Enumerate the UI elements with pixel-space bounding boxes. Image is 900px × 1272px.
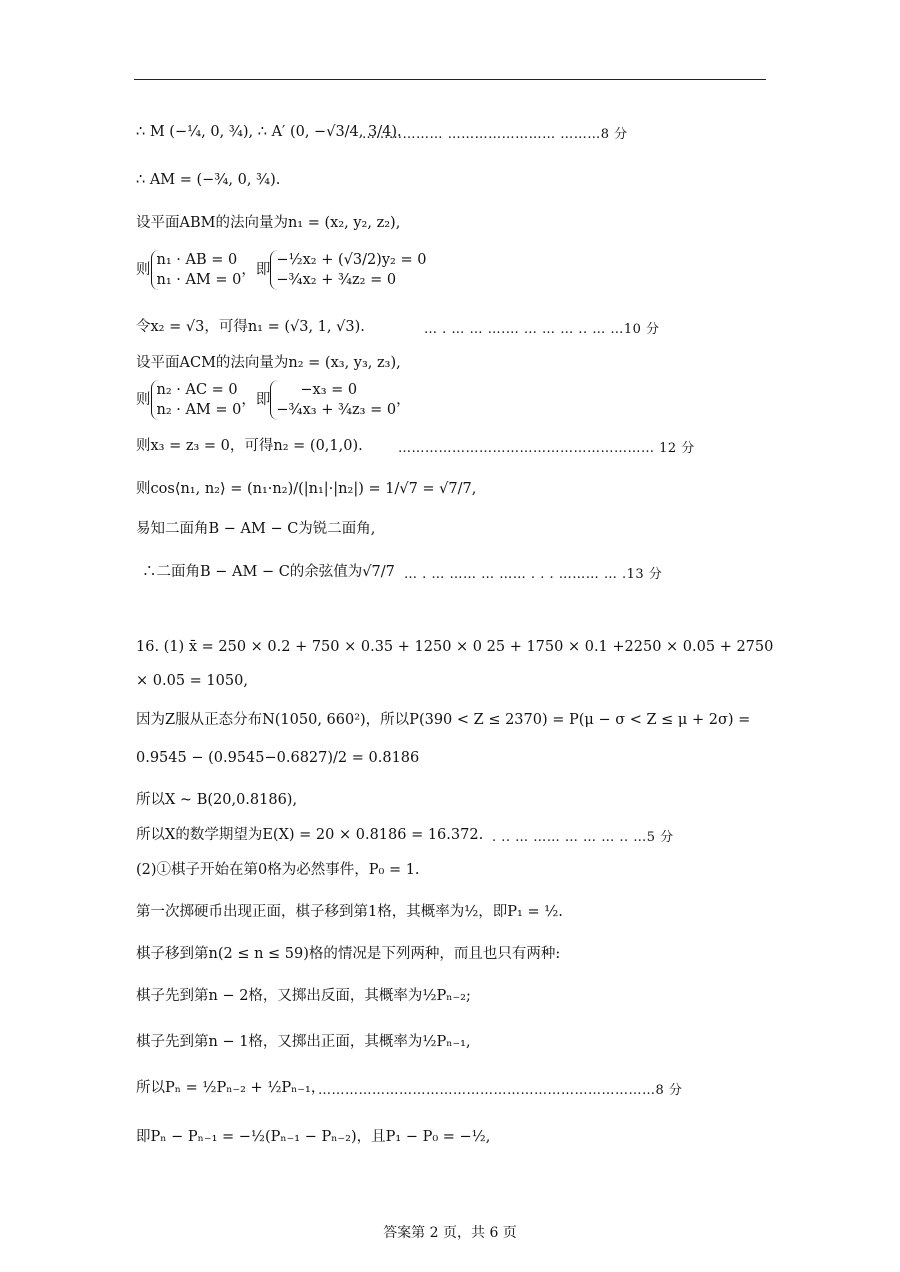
eq-abm-2: −¾x₂ + ¾z₂ = 0 bbox=[276, 272, 397, 288]
system-left-2 bbox=[151, 380, 242, 420]
eq-acm-2: −¾x₃ + ¾z₃ = 0 bbox=[276, 402, 397, 418]
eq-n2-ac: n₂ · AC = 0 bbox=[156, 382, 238, 398]
system-right-2 bbox=[270, 380, 396, 420]
q16-cases: 棋子移到第n(2 ≤ n ≤ 59)格的情况是下列两种，而且也只有两种: bbox=[136, 946, 561, 962]
q16-expectation: 所以X的数学期望为E(X) = 20 × 0.8186 = 16.372. bbox=[136, 827, 484, 843]
q16-binomial: 所以X ~ B(20,0.8186), bbox=[136, 792, 298, 808]
eq-n2-am: n₂ · AM = 0 bbox=[156, 402, 242, 418]
line-cos: 则cos⟨n₁, n₂⟩ = (n₁·n₂)/(|n₁|·|n₂|) = 1/√7 = √7/7, bbox=[136, 481, 477, 497]
comma: ， bbox=[396, 392, 411, 408]
word-ze-2: 则 bbox=[136, 392, 151, 408]
line-x2-sqrt3: 令x₂ = √3，可得n₁ = (√3, 1, √3). bbox=[136, 319, 365, 335]
line-cosine-value: ∴二面角B − AM − C的余弦值为√7/7 bbox=[142, 564, 395, 580]
system-acm bbox=[136, 380, 411, 420]
eq-n1-ab: n₁ · AB = 0 bbox=[156, 252, 238, 268]
score-dots-12: ………………………………………………… 12 分 bbox=[398, 441, 695, 456]
eq-acm-1: −x₃ = 0 bbox=[300, 382, 358, 398]
q16-case1: 棋子先到第n − 2格，又掷出反面，其概率为½Pₙ₋₂; bbox=[136, 988, 471, 1004]
line-plane-acm: 设平面ACM的法向量为n₂ = (x₃, y₃, z₃), bbox=[136, 355, 401, 371]
system-right bbox=[270, 250, 426, 290]
word-ze: 则 bbox=[136, 262, 151, 278]
line-m-coords: ∴ M (−¼, 0, ¾), ∴ A′ (0, −√3/4, 3/4). bbox=[136, 124, 402, 140]
score-dots-13: … . … …… … …… . . . ……… … .13 分 bbox=[404, 567, 663, 582]
word-ji-2: ，即 bbox=[241, 392, 271, 408]
eq-abm-1: −½x₂ + (√3/2)y₂ = 0 bbox=[276, 252, 427, 268]
q16-mean-a: 16. (1) x̄ = 250 × 0.2 + 750 × 0.35 + 1250 × 0 25 + 1750 × 0.1 +2250 × 0.05 + 2750 bbox=[136, 639, 774, 655]
eq-n1-am: n₁ · AM = 0 bbox=[156, 272, 242, 288]
q16-p1: 第一次掷硬币出现正面，棋子移到第1格，其概率为½，即P₁ = ½. bbox=[136, 904, 563, 920]
line-x3-z3: 则x₃ = z₃ = 0，可得n₂ = (0,1,0). bbox=[136, 438, 363, 454]
score-dots-10: … . … … ….… … … … .. … …10 分 bbox=[424, 322, 660, 337]
q16-recurrence: 所以Pₙ = ½Pₙ₋₂ + ½Pₙ₋₁， bbox=[136, 1080, 326, 1096]
score-dots-8: ……………… …………………… ………8 分 bbox=[362, 127, 628, 142]
page-footer: 答案第 2 页，共 6 页 bbox=[383, 1225, 517, 1241]
q16-prob: 0.9545 − (0.9545−0.6827)/2 = 0.8186 bbox=[136, 750, 420, 766]
line-acute-angle: 易知二面角B − AM − C为锐二面角, bbox=[136, 521, 376, 537]
q16-normal: 因为Z服从正态分布N(1050, 660²)，所以P(390 < Z ≤ 2370) = P(μ − σ < Z ≤ μ + 2σ) = bbox=[136, 712, 751, 728]
word-ji: ，即 bbox=[241, 262, 271, 278]
q16-p0: (2)①棋子开始在第0格为必然事件，P₀ = 1. bbox=[136, 862, 420, 878]
system-abm bbox=[136, 250, 426, 290]
header-rule bbox=[134, 79, 766, 80]
q16-difference: 即Pₙ − Pₙ₋₁ = −½(Pₙ₋₁ − Pₙ₋₂)，且P₁ − P₀ = −½, bbox=[136, 1129, 491, 1145]
line-plane-abm: 设平面ABM的法向量为n₁ = (x₂, y₂, z₂), bbox=[136, 215, 401, 231]
system-left bbox=[151, 250, 242, 290]
q16-case2: 棋子先到第n − 1格，又掷出正面，其概率为½Pₙ₋₁, bbox=[136, 1034, 471, 1050]
score-dots-5: . .. … …… … … … .. …5 分 bbox=[492, 830, 674, 845]
score-dots-8b: …………………………………………………………………8 分 bbox=[318, 1083, 683, 1098]
q16-mean-b: × 0.05 = 1050, bbox=[136, 673, 248, 689]
line-am-vector: ∴ AM = (−¾, 0, ¾). bbox=[136, 172, 281, 188]
